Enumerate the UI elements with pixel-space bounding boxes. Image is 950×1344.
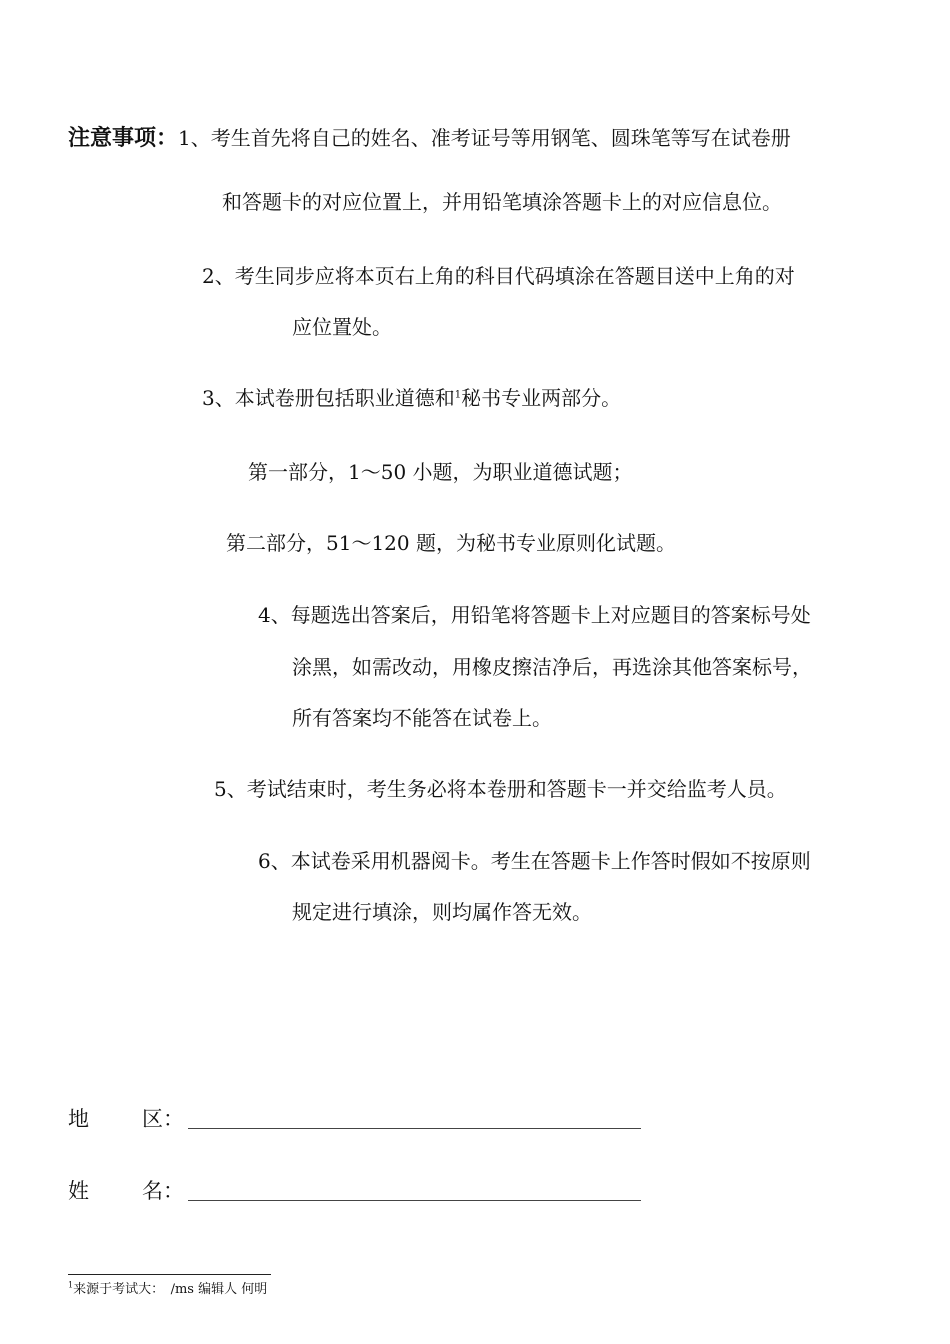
footnote-marker: 1 [68,1280,74,1290]
notice-part-2: 第二部分，51～120 题，为秘书专业原则化试题。 [226,531,676,555]
notice-item-4-line-2: 涂黑，如需改动，用橡皮擦洁净后，再选涂其他答案标号， [292,655,812,679]
notice-line-1 [68,124,791,152]
notice-item-3-text-b: 秘书专业两部分。 [461,386,622,410]
notice-item-4-line-1: 4、每题选出答案后，用铅笔将答题卡上对应题目的答案标号处 [258,603,811,627]
notice-item-6-line-2: 规定进行填涂，则均属作答无效。 [292,900,592,924]
region-label-char-2: 区： [142,1107,184,1131]
notice-part-1: 第一部分，1～50 小题，为职业道德试题； [248,460,633,484]
footnote-separator [68,1274,271,1275]
name-label-char-1: 姓 [68,1179,89,1203]
region-blank-line[interactable] [188,1128,641,1129]
footnote [68,1281,267,1299]
notice-item-1-line-1: 1、考生首先将自己的姓名、准考证号等用钢笔、圆珠笔等写在试卷册 [178,126,791,150]
notice-item-4-line-3: 所有答案均不能答在试卷上。 [292,706,552,730]
notice-item-2-line-2: 应位置处。 [292,315,392,339]
footnote-reference[interactable]: 1 [454,389,462,401]
notice-item-2-line-1: 2、考生同步应将本页右上角的科目代码填涂在答题目送中上角的对 [202,264,795,288]
region-field-row [68,1104,648,1134]
notice-item-3-text-a: 3、本试卷册包括职业道德和 [202,386,455,410]
name-field-row [68,1176,648,1206]
name-label-char-2: 名： [142,1179,184,1203]
notice-item-5: 5、考试结束时，考生务必将本卷册和答题卡一并交给监考人员。 [214,777,787,801]
region-label-char-1: 地 [68,1107,89,1131]
footnote-text: 来源于考试大： /ms 编辑人 何明 [73,1282,268,1297]
notice-item-1-line-2: 和答题卡的对应位置上，并用铅笔填涂答题卡上的对应信息位。 [222,190,782,214]
notice-item-3 [202,384,621,412]
notice-heading: 注意事项： [68,125,179,151]
notice-item-6-line-1: 6、本试卷采用机器阅卡。考生在答题卡上作答时假如不按原则 [258,849,811,873]
name-blank-line[interactable] [188,1200,641,1201]
